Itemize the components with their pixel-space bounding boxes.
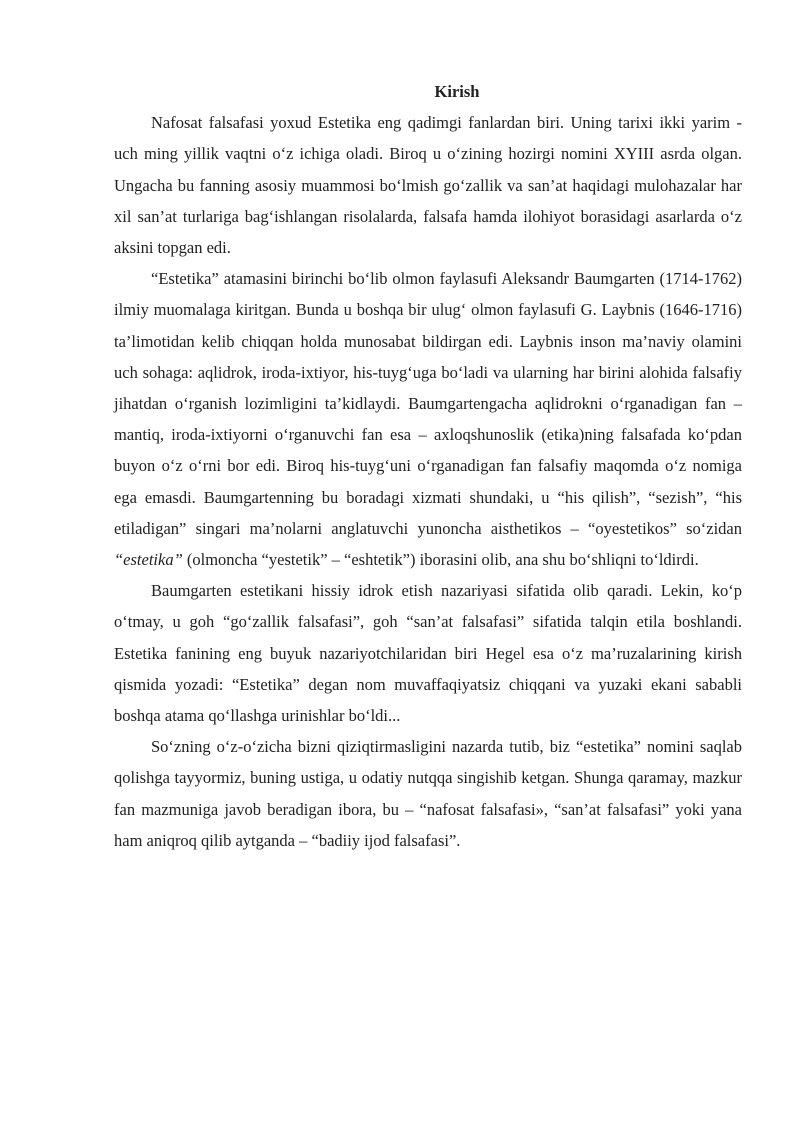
paragraph-2-text-start: “Estetika” atamasini birinchi bo‘lib olmon faylasufi Aleksandr Baumgarten (1714-1762) ilmiy muomalaga kiritgan. Bunda u boshqa bir ulug‘ olmon faylasufi G. Laybnis (1646-1716) ta’limotidan kelib chiqqan holda munosabat bildirgan edi. Laybnis inson ma’naviy olamini uch sohaga: aqlidrok, iroda-ixtiyor, his-tuyg‘uga bo‘ladi va ularning har birini alohida falsafiy jihatdan o‘rganish lozimligini ta’kidlaydi. Baumgartengacha aqlidrokni o‘rganadigan fan – mantiq, iroda-ixtiyorni o‘rganuvchi fan esa – axloqshunoslik (etika)ning falsafada ko‘pdan buyon o‘z o‘rni bor edi. Biroq his-tuyg‘uni o‘rganadigan fan falsafiy maqomda o‘z nomiga ega emasdi. Baumgartenning bu boradagi xizmati shundaki, u “his qilish”, “sezish”, “his etiladigan” singari ma’nolarni anglatuvchi yunoncha aisthetikos – “oyestetikos” so‘zidan xyxy=(114,269,742,538)
paragraph-1: Nafosat falsafasi yoxud Estetika eng qadimgi fanlardan biri. Uning tarixi ikki yarim - uch ming yillik vaqtni o‘z ichiga oladi. Biroq u o‘zining hozirgi nomini XYIII asrda olgan. Ungacha bu fanning asosiy muammosi bo‘lmish go‘zallik va san’at haqidagi mulohazalar har xil san’at turlariga bag‘ishlangan risolalarda, falsafa hamda ilohiyot borasidagi asarlarda o‘z aksini topgan edi. xyxy=(114,113,742,258)
paragraph-2 xyxy=(114,263,742,575)
paragraph-4: So‘zning o‘z-o‘zicha bizni qiziqtirmasligini nazarda tutib, biz “estetika” nomini saqlab qolishga tayyormiz, buning ustiga, u odatiy nutqqa singishib ketgan. Shunga qaramay, mazkur fan mazmuniga javob beradigan ibora, bu – “nafosat falsafasi», “san’at falsafasi” yoki yana ham aniqroq qilib aytganda – “badiiy ijod falsafasi”. xyxy=(114,737,742,850)
document-body xyxy=(114,76,742,856)
paragraph-2-emphasis: “estetika” xyxy=(114,550,183,570)
paragraph-2-text-end: (olmoncha “yestetik” – “eshtetik”) iborasini olib, ana shu bo‘shliqni to‘ldirdi. xyxy=(182,550,699,570)
page-title: Kirish xyxy=(434,82,480,101)
paragraph-3: Baumgarten estetikani hissiy idrok etish nazariyasi sifatida olib qaradi. Lekin, ko‘p o‘tmay, u goh “go‘zallik falsafasi”, goh “san’at falsafasi” sifatida talqin etila boshlandi. Estetika fanining eng buyuk nazariyotchilaridan biri Hegel esa o‘z ma’ruzalarining kirish qismida yozadi: “Estetika” degan nom muvaffaqiyatsiz chiqqani va yuzaki ekani sababli boshqa atama qo‘llashga urinishlar bo‘ldi... xyxy=(114,581,742,726)
